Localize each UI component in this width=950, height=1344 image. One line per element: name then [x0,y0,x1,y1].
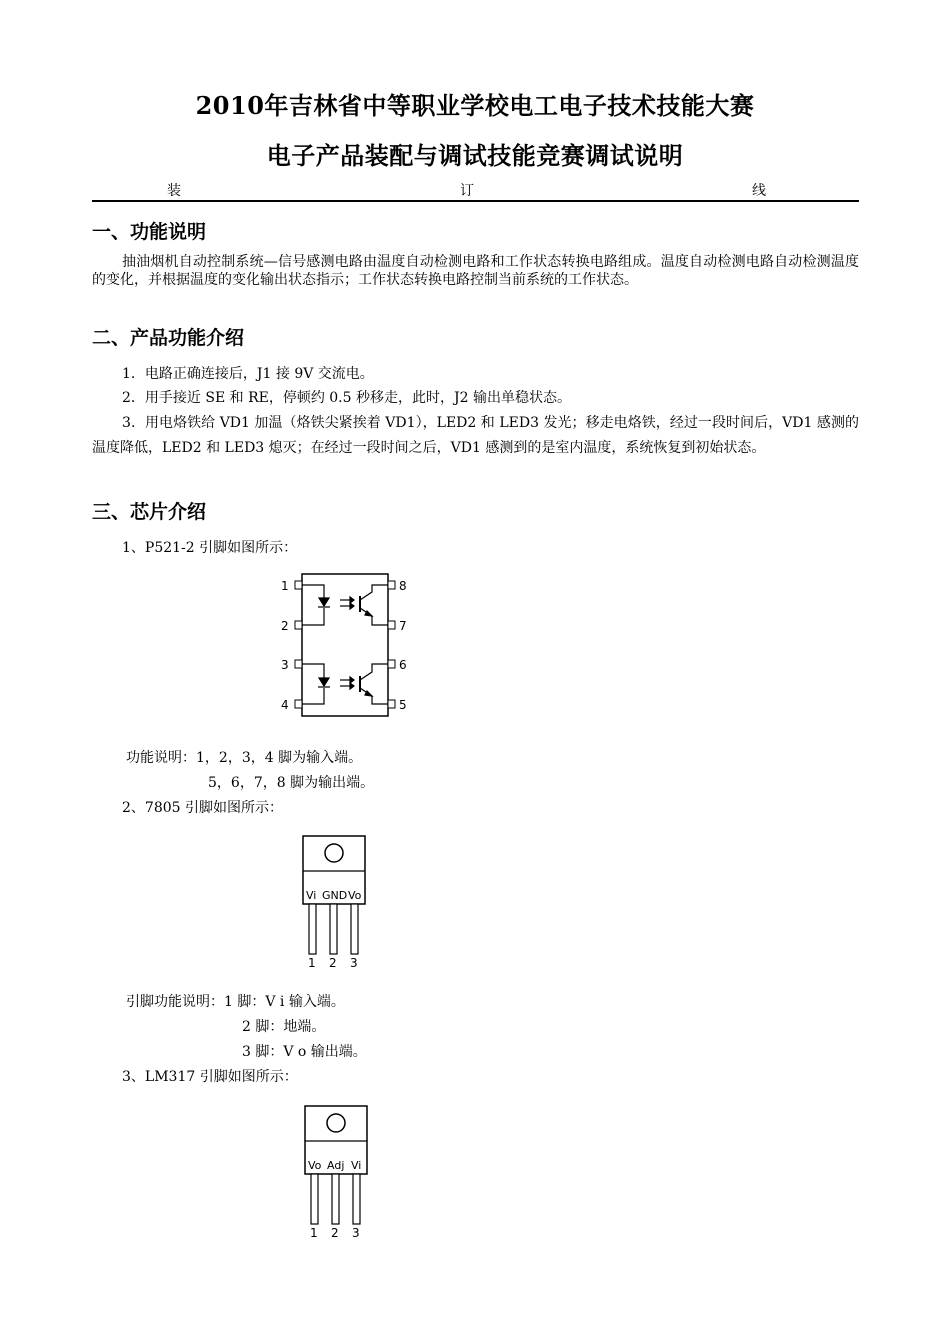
chip3-caption: 3、LM317 引脚如图所示： [122,1069,298,1085]
mounting-hole-icon-lm317 [327,1114,345,1132]
chip1-desc-input: 功能说明：1，2，3，4 脚为输入端。 [126,750,363,766]
lead-1 [309,904,316,954]
pin-3-pad [295,660,302,668]
binding-char-zhuang: 装 [167,183,181,199]
chip1-desc-output: 5，6，7，8 脚为输出端。 [208,775,375,791]
product-item-3: 3．用电烙铁给 VD1 加温（烙铁尖紧挨着 VD1），LED2 和 LED3 发光；移走电烙铁，经过一段时间后，VD1 感测的温度降低，LED2 和 LED3 熄灭；在经过一段时间之后，VD1 感测到的是室内温度，系统恢复到初始状态。 [92,415,859,456]
section-heading-function: 一、功能说明 [92,221,207,243]
pin-4-pad [295,700,302,708]
pin-label-5: 5 [399,698,407,712]
binding-rule [92,200,859,202]
pin-number-2: 2 [329,956,337,970]
binding-char-xian: 线 [752,183,766,199]
pin-number-3-lm317: 3 [352,1226,360,1240]
upper-optocoupler-channel [302,585,388,625]
label-gnd: GND [322,889,348,902]
label-adj: Adj [327,1159,345,1172]
chip1-caption: 1、P521-2 引脚如图所示： [122,540,298,556]
pin-2-pad [295,621,302,629]
chip2-desc-pin3: 3 脚：V o 输出端。 [242,1044,367,1060]
label-vi-lm317: Vi [351,1159,362,1172]
pin-label-1: 1 [281,579,289,593]
chip2-desc-pin1: 引脚功能说明：1 脚：V i 输入端。 [126,994,345,1010]
lower-optocoupler-channel [302,664,388,704]
section-heading-product: 二、产品功能介绍 [92,327,245,349]
pin-number-1: 1 [308,956,316,970]
pin-number-2-lm317: 2 [331,1226,339,1240]
product-item-1: 1．电路正确连接后，J1 接 9V 交流电。 [122,366,374,382]
lead-3-lm317 [353,1174,360,1224]
doc-title-line1: 2010年吉林省中等职业学校电工电子技术技能大赛 [195,91,755,120]
chip2-caption: 2、7805 引脚如图所示： [122,800,283,816]
7805-pinout-diagram [298,833,373,973]
label-vi: Vi [306,889,317,902]
binding-line-labels [92,180,859,200]
pin-6-pad [388,660,395,668]
pin-label-4: 4 [281,698,289,712]
pin-label-7: 7 [399,619,407,633]
led-diode-icon-2 [319,678,329,686]
led-diode-icon [319,598,329,606]
lead-2-lm317 [332,1174,339,1224]
product-item-2: 2．用手接近 SE 和 RE，停顿约 0.5 秒移走，此时，J2 输出单稳状态。 [122,390,571,406]
pin-5-pad [388,700,395,708]
function-paragraph: 抽油烟机自动控制系统—信号感测电路由温度自动检测电路和工作状态转换电路组成。温度自动检测电路自动检测温度的变化，并根据温度的变化输出状态指示；工作状态转换电路控制当前系统的工作状态。 [92,254,859,288]
pin-7-pad [388,621,395,629]
lead-3 [351,904,358,954]
lead-1-lm317 [311,1174,318,1224]
pin-label-3: 3 [281,658,289,672]
p521-2-pinout-diagram [278,570,413,720]
mounting-hole-icon [325,844,343,862]
pin-8-pad [388,581,395,589]
pin-label-2: 2 [281,619,289,633]
chip2-desc-pin2: 2 脚：地端。 [242,1019,326,1035]
ic-body [302,574,388,716]
section-heading-chips: 三、芯片介绍 [92,501,207,523]
label-vo: Vo [348,889,362,902]
lm317-pinout-diagram [300,1103,375,1243]
label-vo-lm317: Vo [308,1159,322,1172]
pin-number-1-lm317: 1 [310,1226,318,1240]
pin-label-6: 6 [399,658,407,672]
pin-number-3: 3 [350,956,358,970]
pin-1-pad [295,581,302,589]
binding-char-ding: 订 [460,183,474,199]
doc-title-line2: 电子产品装配与调试技能竞赛调试说明 [266,141,684,170]
pin-label-8: 8 [399,579,407,593]
lead-2 [330,904,337,954]
